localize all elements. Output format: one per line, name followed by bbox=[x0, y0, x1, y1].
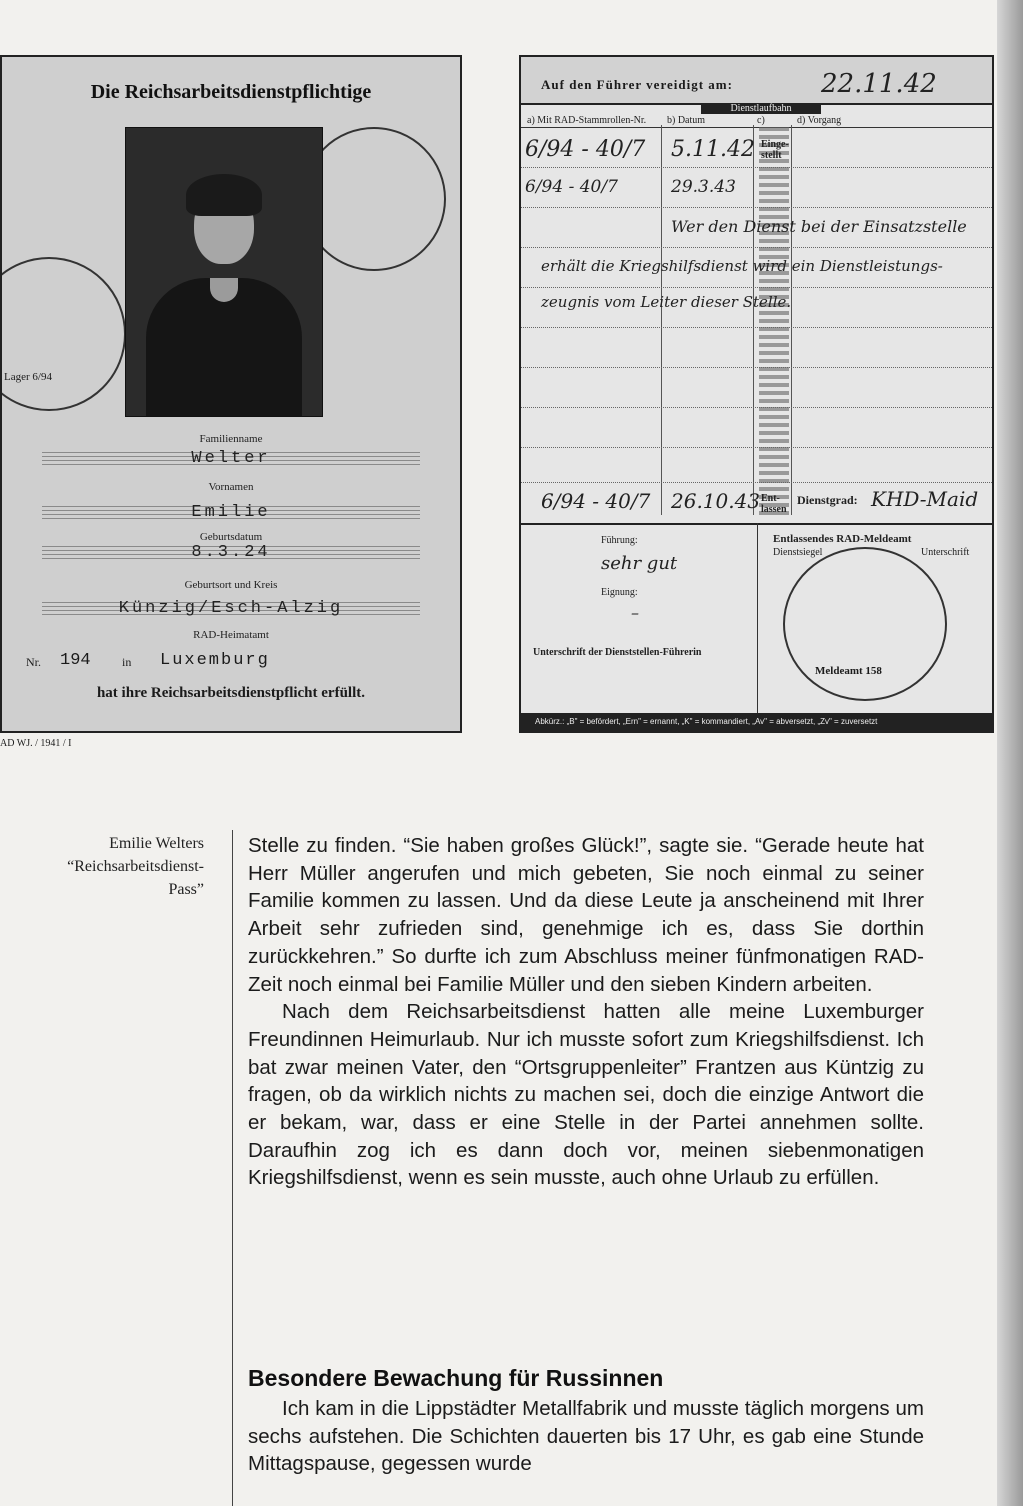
column-divider bbox=[232, 830, 233, 1506]
dienstgrad-value: KHD-Maid bbox=[871, 487, 979, 511]
row1-nr: 6/94 - 40/7 bbox=[525, 137, 646, 162]
section-title: Dienstlaufbahn bbox=[701, 103, 821, 114]
unterschrift-label: Unterschrift bbox=[921, 547, 970, 558]
value-familienname: Welter bbox=[42, 449, 420, 468]
body-text-block-2 bbox=[248, 1395, 924, 1478]
dienstsiegel-label: Dienstsiegel bbox=[773, 547, 823, 558]
label-nr: Nr. bbox=[26, 655, 41, 669]
handwriting-line-1: Wer den Dienst bei der Einsatzstelle bbox=[671, 217, 967, 236]
meldeamt-seal bbox=[783, 547, 947, 701]
section-heading: Besondere Bewachung für Russinnen bbox=[248, 1365, 664, 1391]
oath-date: 22.11.42 bbox=[821, 69, 937, 99]
value-nr: 194 bbox=[60, 651, 91, 670]
paragraph-2: Nach dem Reichsarbeitsdienst hatten alle meine Luxemburger Freundinnen Heimurlaub. Nur ich musste sofort zum Kriegshilfsdienst. Ich bat zwar meinen Vater, den “Ortsgruppenleiter” Frantzen aus Küntzig zu fragen, ob da wirklich nichts zu machen sei, doch die einzige Antwort die er bekam, war, dass er eine Stelle in der Partei annehmen sollte. Daraufhin zog ich es dann doch vor, meinen siebenmonatigen Kriegshilfsdienst, wenn es sein musste, auch ohne Urlaub zu erfüllen. bbox=[248, 1000, 924, 1190]
caption-line-2: “Reichsarbeitsdienst- bbox=[67, 858, 204, 875]
print-code: AD WJ. / 1941 / I bbox=[0, 738, 72, 749]
pass-left-page bbox=[0, 55, 462, 733]
label-in: in bbox=[122, 655, 132, 669]
rad-stamp-left bbox=[0, 257, 126, 411]
page-edge-shadow bbox=[997, 0, 1023, 1506]
value-heimatamt: Luxemburg bbox=[160, 651, 270, 670]
fuehrung-value: sehr gut bbox=[601, 553, 678, 574]
label-familienname: Familienname bbox=[199, 433, 263, 445]
fulfilled-statement: hat ihre Reichsarbeitsdienstpflicht erfüllt. bbox=[96, 685, 366, 701]
rad-stamp-right bbox=[302, 127, 446, 271]
entlassen-label: Ent-lassen bbox=[761, 493, 787, 515]
value-geburtsort: Künzig/Esch-Alzig bbox=[42, 599, 420, 618]
handwriting-line-3: zeugnis vom Leiter dieser Stelle. bbox=[541, 293, 792, 311]
unterschrift-fuehrerin-label: Unterschrift der Dienststellen-Führerin bbox=[533, 647, 702, 658]
abbreviations-legend: Abkürz.: „B" = befördert, „Ern" = ernannt, „K" = kommandiert, „Av" = abversetzt, „Zv" = zuversetzt bbox=[535, 717, 878, 726]
passport-photo bbox=[125, 127, 323, 417]
col-d-header: d) Vorgang bbox=[797, 115, 842, 126]
label-heimatamt: RAD-Heimatamt bbox=[193, 629, 269, 641]
figure-caption bbox=[60, 832, 204, 901]
row2-date: 29.3.43 bbox=[671, 177, 736, 197]
fuehrung-label: Führung: bbox=[601, 535, 638, 546]
body-text-block bbox=[248, 832, 924, 1192]
dienstgrad-label: Dienstgrad: bbox=[797, 493, 858, 507]
exit-nr: 6/94 - 40/7 bbox=[541, 489, 651, 513]
value-geburtsdatum: 8.3.24 bbox=[42, 543, 420, 562]
seal-label: Meldeamt 158 bbox=[815, 665, 882, 677]
caption-line-3: Pass” bbox=[168, 881, 204, 898]
document-title: Die Reichsarbeitsdienstpflichtige bbox=[90, 81, 372, 103]
label-vornamen: Vornamen bbox=[208, 481, 254, 493]
paragraph-1: Stelle zu finden. “Sie haben großes Glück!”, sagte sie. “Gerade heute hat Herr Müller angerufen und mich gebeten, Sie noch einmal zu seiner Familie kommen zu lassen. Und da diese Leute ja anscheinend mit Ihrer Arbeit sehr zufrieden sind, genehmige ich es, dass Sie dorthin zurückkehren.” So durfte ich zum Abschluss meiner fünfmonatigen RAD-Zeit noch einmal bei Familie Müller und den sieben Kindern arbeiten. bbox=[248, 834, 924, 996]
eignung-label: Eignung: bbox=[601, 587, 638, 598]
caption-line-1: Emilie Welters bbox=[109, 835, 204, 852]
eignung-value: – bbox=[631, 603, 639, 622]
pass-right-page bbox=[519, 55, 994, 733]
oath-label: Auf den Führer vereidigt am: bbox=[541, 77, 733, 92]
label-geburtsdatum: Geburtsdatum bbox=[199, 531, 263, 543]
meldeamt-label: Entlassendes RAD-Meldeamt bbox=[773, 533, 912, 545]
row2-nr: 6/94 - 40/7 bbox=[525, 177, 618, 197]
col-a-header: a) Mit RAD-Stammrollen-Nr. bbox=[527, 115, 647, 126]
label-geburtsort: Geburtsort und Kreis bbox=[184, 579, 278, 591]
paragraph-3: Ich kam in die Lippstädter Metallfabrik und musste täglich morgens um sechs aufstehen. Die Schichten dauerten bis 17 Uhr, es gab eine Stunde Mittagspause, gegessen wurde bbox=[248, 1397, 924, 1476]
col-c-header: c) bbox=[757, 115, 765, 126]
value-vornamen: Emilie bbox=[42, 503, 420, 522]
col-b-header: b) Datum bbox=[667, 115, 706, 126]
stamp-label: Lager 6/94 bbox=[4, 371, 52, 383]
exit-date: 26.10.43 bbox=[671, 489, 761, 513]
row1-eingestellt: Einge-stellt bbox=[761, 139, 789, 161]
handwriting-line-2: erhält die Kriegshilfsdienst wird ein Dienstleistungs- bbox=[541, 257, 943, 275]
row1-date: 5.11.42 bbox=[671, 137, 755, 162]
